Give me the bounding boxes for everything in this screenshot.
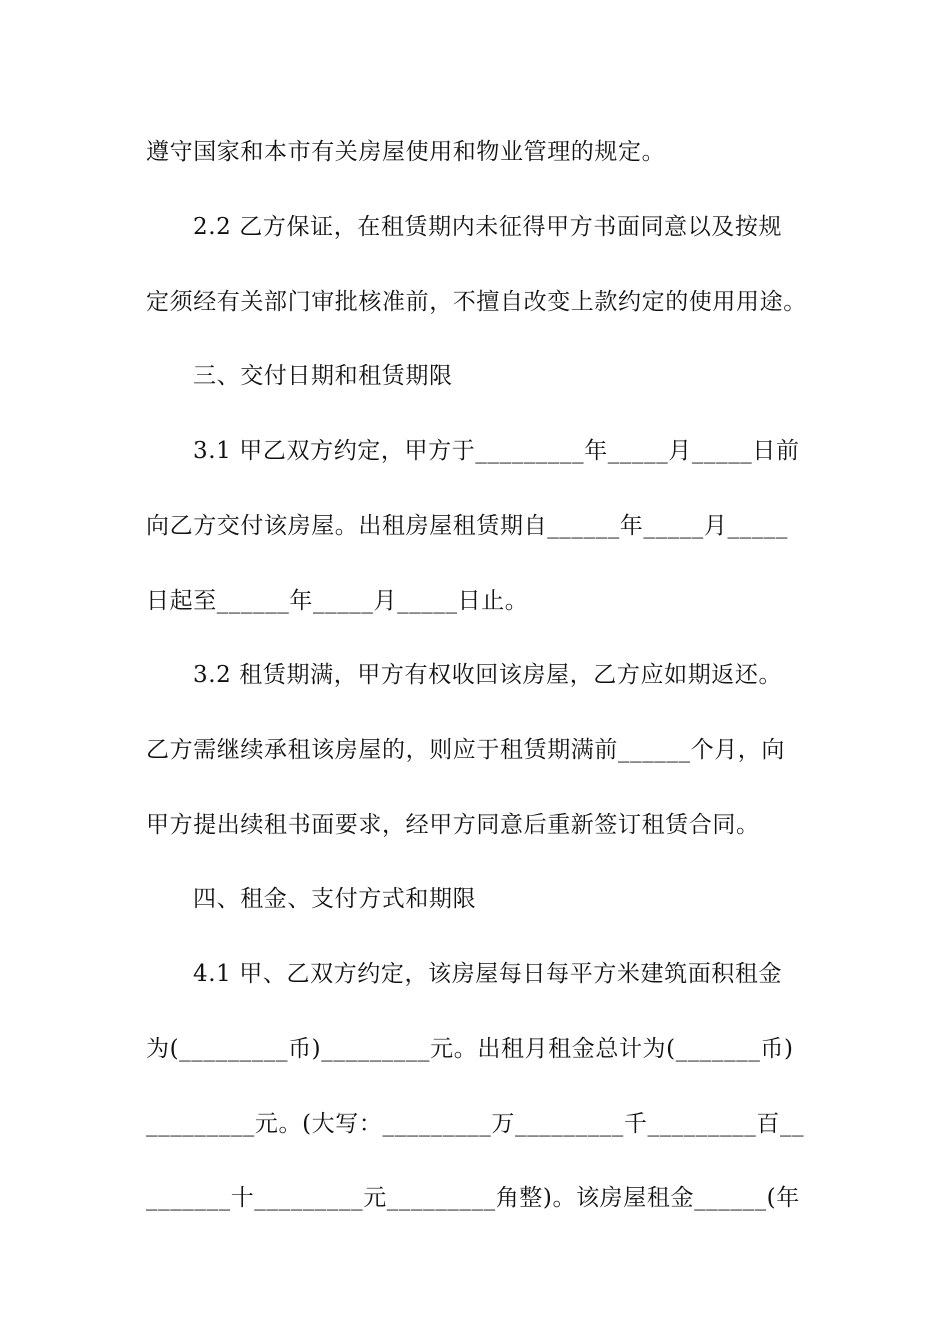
clause-3-1-line-1: 3.1 甲乙双方约定，甲方于_________年_____月_____日前 xyxy=(193,438,800,464)
clause-3-1-line-2: 向乙方交付该房屋。出租房屋租赁期自______年_____月_____ xyxy=(146,513,788,539)
clause-4-1-line-4: _______十_________元_________角整)。该房屋租金______(年 xyxy=(146,1185,800,1211)
text-line-1: 遵守国家和本市有关房屋使用和物业管理的规定。 xyxy=(146,139,666,165)
clause-3-2-line-3: 甲方提出续租书面要求，经甲方同意后重新签订租赁合同。 xyxy=(146,812,760,838)
clause-3-2-line-2: 乙方需继续承租该房屋的，则应于租赁期满前______个月，向 xyxy=(146,737,785,763)
clause-3-1-line-3: 日起至______年_____月_____日止。 xyxy=(146,588,529,614)
clause-4-1-line-3: _________元。(大写：_________万_________千_________百__ xyxy=(146,1111,805,1137)
clause-2-2-line-2: 定须经有关部门审批核准前，不擅自改变上款约定的使用用途。 xyxy=(146,289,807,315)
clause-4-1-line-2: 为(_________币)_________元。出租月租金总计为(_______币) xyxy=(146,1036,794,1062)
clause-2-2-line-1: 2.2 乙方保证，在租赁期内未征得甲方书面同意以及按规 xyxy=(193,214,783,240)
section-4-heading: 四、租金、支付方式和期限 xyxy=(193,886,477,912)
clause-3-2-line-1: 3.2 租赁期满，甲方有权收回该房屋，乙方应如期返还。 xyxy=(193,662,783,688)
clause-4-1-line-1: 4.1 甲、乙双方约定，该房屋每日每平方米建筑面积租金 xyxy=(193,961,783,987)
section-3-heading: 三、交付日期和租赁期限 xyxy=(193,363,453,389)
